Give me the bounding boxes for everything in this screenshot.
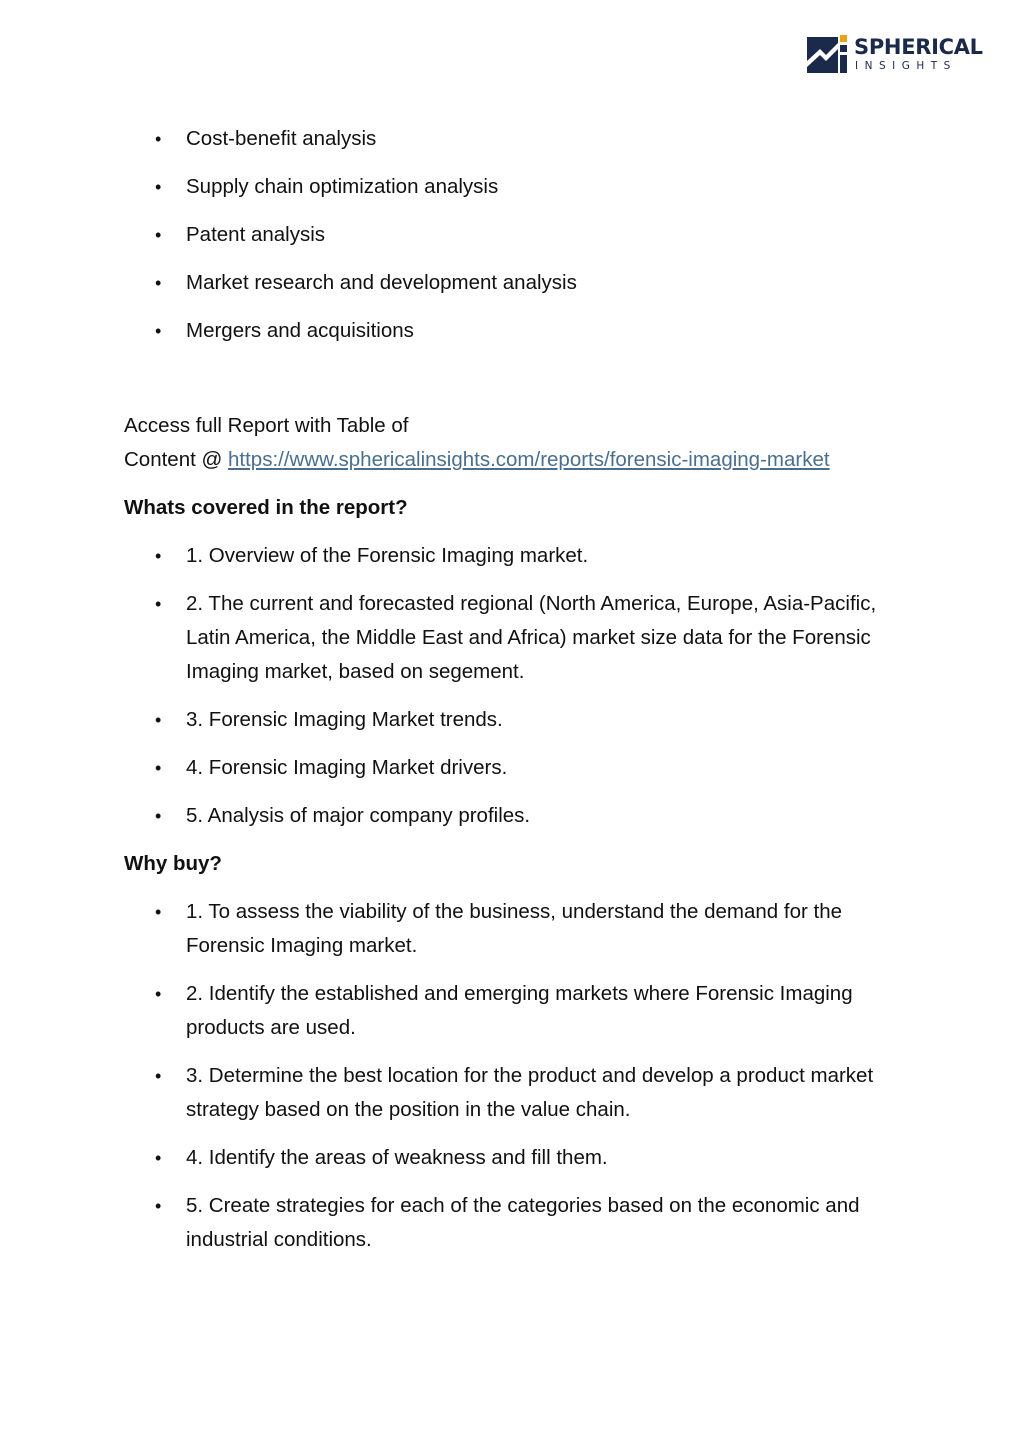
list-item: • 3. Forensic Imaging Market trends. [124,703,914,737]
analysis-list [124,122,914,348]
list-item: • 5. Analysis of major company profiles. [124,799,914,833]
list-item: • 1. To assess the viability of the business, understand the demand for the Forensic Imaging market. [124,895,914,963]
list-item: • 4. Forensic Imaging Market drivers. [124,751,914,785]
list-item: • 2. Identify the established and emerging markets where Forensic Imaging products are used. [124,977,914,1045]
why-buy-list [124,895,914,1257]
report-link[interactable]: https://www.sphericalinsights.com/reports/forensic-imaging-market [228,448,830,471]
list-item: • Cost-benefit analysis [124,122,914,156]
spherical-insights-logo-icon [807,35,847,73]
why-buy-heading: Why buy? [124,852,222,875]
covered-list [124,539,914,833]
list-item: • 4. Identify the areas of weakness and fill them. [124,1141,914,1175]
list-item: • Mergers and acquisitions [124,314,914,348]
logo-title: SPHERICAL [854,34,983,59]
access-report-paragraph [124,409,914,477]
covered-heading: Whats covered in the report? [124,496,408,519]
document-body [124,122,914,1271]
list-item: • Supply chain optimization analysis [124,170,914,204]
list-item: • 5. Create strategies for each of the categories based on the economic and industrial conditions. [124,1189,914,1257]
list-item: • Patent analysis [124,218,914,252]
list-item: • 3. Determine the best location for the product and develop a product market strategy based on the position in the value chain. [124,1059,914,1127]
list-item: • Market research and development analysis [124,266,914,300]
company-logo [807,35,983,73]
access-text-line1: Access full Report with Table of [124,414,409,437]
access-text-line2: Content @ [124,448,229,471]
list-item: • 2. The current and forecasted regional (North America, Europe, Asia-Pacific, Latin America, the Middle East and Africa) market size data for the Forensic Imaging market, based on segement. [124,587,914,689]
logo-subtitle: INSIGHTS [855,59,957,72]
list-item: • 1. Overview of the Forensic Imaging market. [124,539,914,573]
spacer [124,362,914,409]
